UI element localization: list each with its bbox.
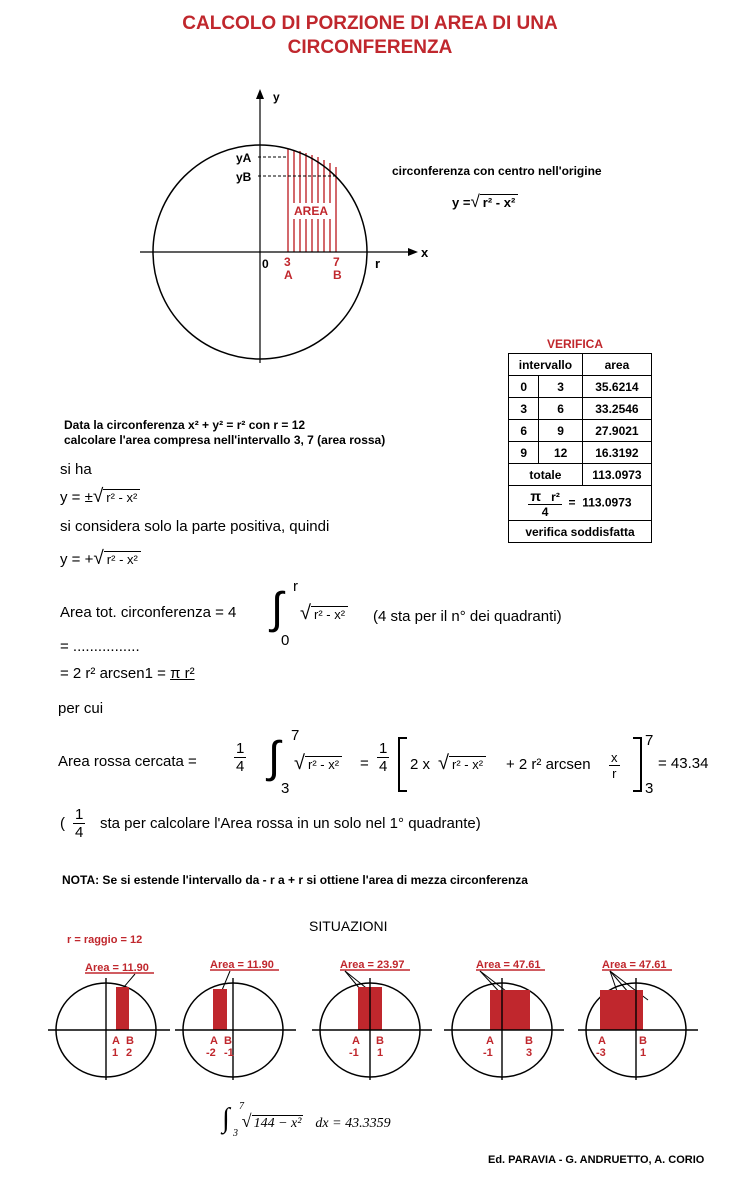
given-line-2: calcolare l'area compresa nell'intervallo 3, 7 (area rossa): [64, 433, 386, 447]
situazione-5: [578, 959, 698, 1080]
credits: Ed. PARAVIA - G. ANDRUETTO, A. CORIO: [488, 1154, 705, 1166]
frac-1-4: $\frac{1}{4}$: [236, 740, 245, 775]
verifica-status: verifica soddisfatta: [509, 521, 652, 543]
si-ha: si ha: [60, 461, 92, 478]
svg-text:Area = 47.61: Area = 47.61: [602, 959, 667, 971]
dots-line: = ................: [60, 638, 140, 655]
svg-text:1: 1: [112, 1047, 119, 1059]
two-x: 2 x: [410, 756, 431, 773]
eval-lower-3: 3: [645, 780, 654, 797]
a-value: 3: [284, 255, 291, 269]
sqrt-tot: √ r² - x²: [300, 602, 348, 625]
svg-text:A: A: [598, 1035, 606, 1047]
table-row: 6 9 27.9021: [509, 420, 652, 442]
r-label: r: [375, 256, 381, 271]
svg-text:-3: -3: [596, 1047, 606, 1059]
svg-text:-1: -1: [349, 1047, 359, 1059]
svg-text:Area = 11.90: Area = 11.90: [210, 959, 274, 971]
table-row: 3 6 33.2546: [509, 398, 652, 420]
main-circle-diagram: [140, 85, 440, 375]
situazione-1: [48, 962, 170, 1080]
given-line-1: Data la circonferenza x² + y² = r² con r = 12: [64, 418, 306, 432]
svg-text:A: A: [486, 1035, 494, 1047]
svg-text:B: B: [224, 1035, 232, 1047]
integral-sign-2: ∫: [268, 733, 281, 782]
svg-text:3: 3: [526, 1047, 533, 1059]
status-row: [509, 521, 652, 543]
upper-r: r: [293, 578, 298, 595]
frac-1-4-b: $\frac{1}{4}$: [379, 740, 388, 775]
title-line-1: CALCOLO DI PORZIONE DI AREA DI UNA: [182, 13, 558, 34]
svg-text:-1: -1: [483, 1047, 493, 1059]
positive-text: si considera solo la parte positiva, quindi: [60, 518, 330, 535]
y-axis-label: y: [273, 90, 280, 104]
nota-text: NOTA: Se si estende l'intervallo da - r a + r si ottiene l'area di mezza circonferenza: [62, 873, 528, 887]
eq-y-plus: y = +√ r² - x²: [60, 548, 141, 570]
per-cui: per cui: [58, 700, 104, 717]
frac-1-4-c: $\frac{1}{4}$: [75, 806, 84, 841]
svg-text:1: 1: [377, 1047, 384, 1059]
b-value: 7: [333, 255, 340, 269]
svg-text:B: B: [376, 1035, 384, 1047]
table-row: 9 12 16.3192: [509, 442, 652, 464]
raggio-label: r = raggio = 12: [67, 934, 143, 946]
total-row: totale 113.0973: [509, 464, 652, 486]
situazione-4: [444, 959, 564, 1080]
eq-sign: =: [360, 755, 369, 772]
eval-upper-7: 7: [645, 732, 654, 749]
svg-text:A: A: [352, 1035, 360, 1047]
formula-row: $\frac{\text{π r²}}{4}$ = 113.0973: [509, 486, 652, 521]
plus-term: + 2 r² arcsen: [506, 756, 591, 773]
svg-text:Area = 11.90: Area = 11.90: [85, 962, 149, 974]
bracket-right: [630, 737, 644, 793]
area-stripes: [288, 149, 336, 252]
table-row: 0 3 35.6214: [509, 376, 652, 398]
svg-text:B: B: [639, 1035, 647, 1047]
title-line-2: CIRCONFERENZA: [287, 37, 453, 58]
svg-text:-2: -2: [206, 1047, 216, 1059]
quadranti-note: (4 sta per il n° dei quadranti): [373, 608, 562, 625]
situazione-3: [312, 959, 432, 1080]
result-line: = 2 r² arcsen1 = π r²: [60, 665, 195, 682]
svg-text:A: A: [112, 1035, 120, 1047]
sqrt-bracket: √ r² - x²: [438, 752, 486, 775]
svg-text:A: A: [210, 1035, 218, 1047]
a-letter: A: [284, 268, 293, 282]
integral-sign: ∫: [271, 584, 284, 633]
situazione-2: [175, 959, 296, 1080]
circle-equation: y =√ r² - x²: [452, 192, 518, 212]
svg-text:Area = 47.61: Area = 47.61: [476, 959, 541, 971]
ya-label: yA: [236, 151, 252, 165]
situazioni-diagrams: [40, 950, 730, 1080]
x-axis-label: x: [421, 245, 429, 260]
b-letter: B: [333, 268, 342, 282]
eq-y-pm: y = ±√ r² - x²: [60, 486, 140, 508]
svg-text:B: B: [126, 1035, 134, 1047]
page-title: [0, 12, 740, 60]
header-area: area: [582, 354, 651, 376]
verifica-table: [508, 353, 652, 543]
sqrt-rossa: √ r² - x²: [294, 752, 342, 775]
svg-text:Area = 23.97: Area = 23.97: [340, 959, 405, 971]
area-rossa-label: Area rossa cercata =: [58, 753, 197, 770]
origin-label: 0: [262, 257, 269, 271]
final-integral: ∫ 7 3 √ 144 − x² dx = 43.3359: [222, 1101, 391, 1139]
circle-caption: circonferenza con centro nell'origine: [392, 164, 602, 178]
int-lower-3: 3: [281, 780, 290, 797]
area-tot-label: Area tot. circonferenza = 4: [60, 604, 237, 621]
yb-label: yB: [236, 170, 252, 184]
svg-text:2: 2: [126, 1047, 133, 1059]
frac-x-r: $\frac{x}{r}$: [611, 750, 618, 781]
int-upper-7: 7: [291, 727, 300, 744]
verifica-title: VERIFICA: [547, 337, 604, 351]
table-header-row: [509, 354, 652, 376]
svg-text:1: 1: [640, 1047, 647, 1059]
svg-text:B: B: [525, 1035, 533, 1047]
sta-text: sta per calcolare l'Area rossa in un solo nel 1° quadrante): [100, 815, 481, 832]
final-result: = 43.34: [658, 755, 709, 772]
paren-open: (: [60, 815, 65, 832]
bracket-left: [396, 737, 410, 793]
header-intervallo: intervallo: [509, 354, 583, 376]
situazioni-title: SITUAZIONI: [309, 918, 388, 934]
lower-0: 0: [281, 632, 290, 649]
svg-text:-1: -1: [224, 1047, 234, 1059]
area-label: AREA: [294, 204, 329, 218]
